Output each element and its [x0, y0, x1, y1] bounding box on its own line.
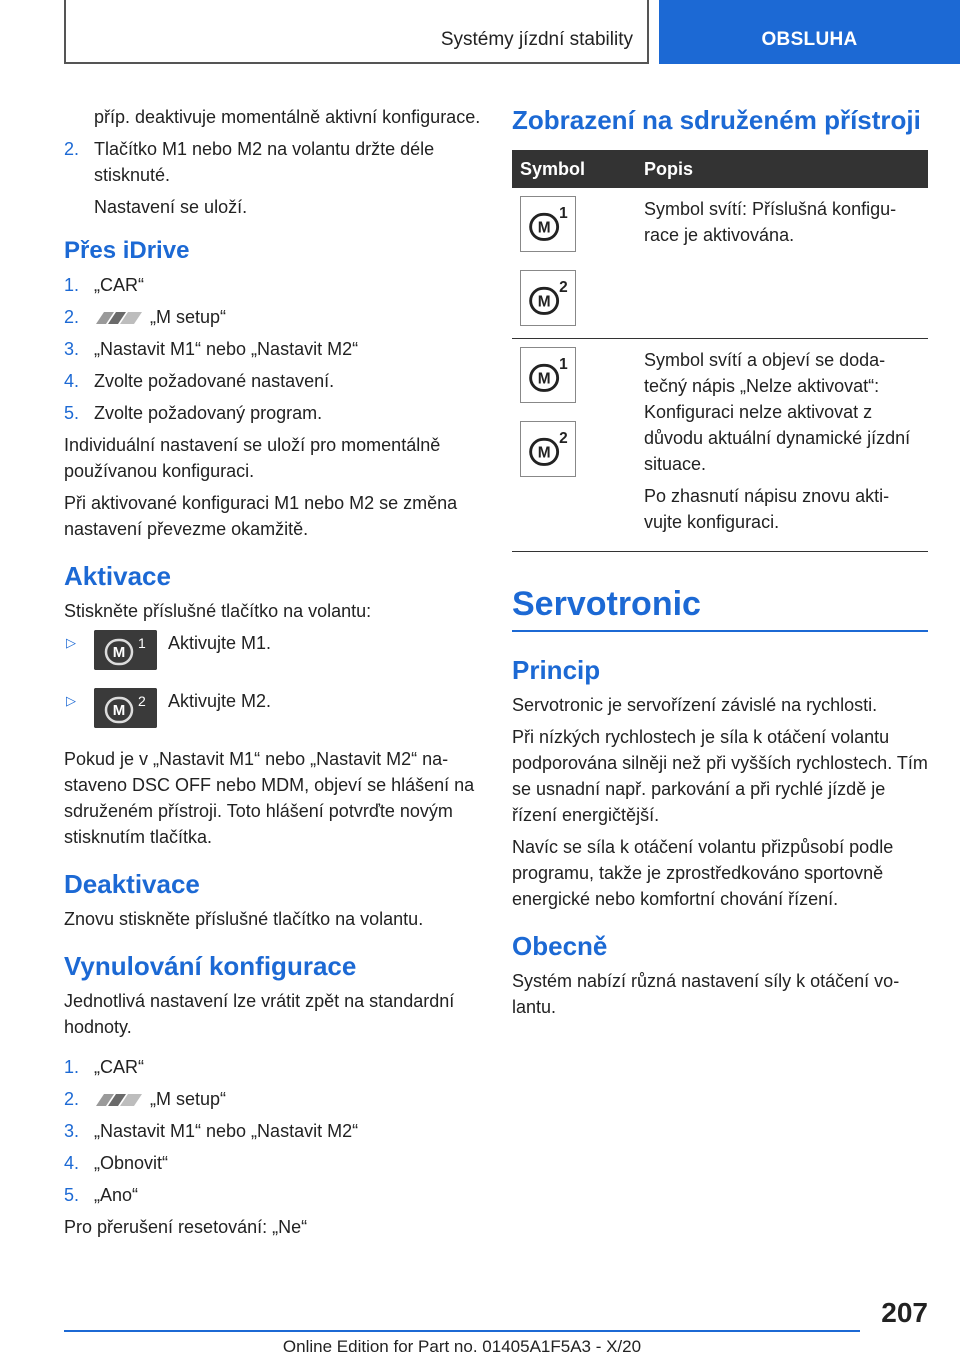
svg-text:M: M	[112, 702, 126, 719]
m1-button-icon	[94, 630, 157, 670]
header-section-box	[64, 0, 649, 64]
description-text: Symbol svítí a objeví se dodatečný nápis „Nelze aktivovat“: Konfiguraci nelze aktivovat z důvodu aktuální dynamické jízdní situace.	[644, 350, 911, 474]
svg-text:1: 1	[559, 356, 568, 374]
right-column	[512, 104, 928, 1026]
m2-indicator-icon	[520, 270, 576, 326]
deaktivace-heading: Deaktivace	[64, 869, 200, 899]
svg-text:M: M	[537, 219, 551, 237]
princip-paragraph: Navíc se síla k otáčení volantu přizpůsobí podle programu, takže je zprostředkováno sportovně energické nebo komfortní chování řízení.	[512, 837, 894, 909]
obecne-heading: Obecně	[512, 931, 608, 961]
option-text: Aktivujte M2.	[168, 691, 272, 711]
button-digit: 2	[138, 693, 146, 709]
aktivace-paragraph-2: Pokud je v „Nastavit M1“ nebo „Nastavit M2“ nastaveno DSC OFF nebo MDM, objeví se hlášení na sdruženém přístroji. Toto hlášení potvrďte novým stisknutím tlačítka.	[64, 749, 475, 847]
table-row	[512, 188, 928, 339]
idrive-step	[64, 304, 484, 330]
princip-paragraph: Při nízkých rychlostech je síla k otáčení volantu podporována silněji než při vyšších rychlostech. Tím se usnadní např. parkování a při rychlé jízdě je řízení energičtější.	[512, 727, 928, 825]
aktivace-paragraph: Stiskněte příslušné tlačítko na volantu:	[64, 601, 372, 621]
reset-steps	[64, 1054, 484, 1208]
reset-step	[64, 1086, 484, 1112]
step-text: „CAR“	[94, 275, 144, 295]
table-header-symbol: Symbol	[512, 150, 636, 188]
princip-heading: Princip	[512, 655, 601, 685]
aktivace-heading: Aktivace	[64, 561, 171, 591]
edition-text: Online Edition for Part no. 01405A1F5A3 - X/20	[282, 1337, 642, 1356]
step-text: „M setup“	[150, 307, 227, 327]
step-number: 2.	[64, 139, 80, 159]
idrive-steps	[64, 272, 484, 426]
description-cell	[636, 339, 928, 552]
step-number: 1.	[64, 1057, 80, 1077]
table-header-desc: Popis	[636, 150, 928, 188]
m1-indicator-icon	[520, 196, 576, 252]
m-setup-icon	[94, 311, 144, 325]
step-text: „Nastavit M1“ nebo „Nastavit M2“	[94, 339, 359, 359]
idrive-heading: Přes iDrive	[64, 237, 190, 264]
idrive-paragraph: Při aktivované konfiguraci M1 nebo M2 se změna nastavení převezme okamžitě.	[64, 493, 458, 539]
button-digit: 1	[138, 635, 146, 651]
step-text: „Ano“	[94, 1185, 139, 1205]
reset-paragraph: Jednotlivá nastavení lze vrátit zpět na standardní hodnoty.	[64, 991, 455, 1037]
step-number: 4.	[64, 1153, 80, 1173]
step-number: 3.	[64, 339, 80, 359]
triangle-bullet-icon: ▷	[66, 635, 76, 650]
header-tab-label: OBSLUHA	[761, 29, 858, 50]
table-row	[512, 339, 928, 552]
description-cell	[636, 188, 928, 339]
obecne-paragraph: Systém nabízí různá nastavení síly k otáčení volantu.	[512, 971, 900, 1017]
step-number: 5.	[64, 403, 80, 423]
aktivace-option-m2	[64, 688, 484, 736]
idrive-step	[64, 272, 484, 298]
svg-text:2: 2	[559, 279, 568, 297]
description-text: Symbol svítí: Příslušná konfigurace je aktivována.	[644, 199, 897, 245]
footer-divider	[64, 1330, 860, 1332]
aktivace-options	[64, 630, 484, 736]
reset-cancel-note: Pro přerušení resetování: „Ne“	[64, 1217, 308, 1237]
reset-step	[64, 1118, 484, 1144]
header-tab[interactable]	[659, 0, 960, 64]
servotronic-heading: Servotronic	[512, 585, 701, 623]
step-text: „Nastavit M1“ nebo „Nastavit M2“	[94, 1121, 359, 1141]
intro-continuation: příp. deaktivuje momentálně aktivní konfigurace.	[94, 107, 481, 127]
m1-indicator-icon	[520, 347, 576, 403]
symbol-table	[512, 150, 928, 552]
symbol-cell	[512, 188, 636, 339]
step-text: „M setup“	[150, 1089, 227, 1109]
m2-indicator-icon	[520, 421, 576, 477]
reset-step	[64, 1182, 484, 1208]
idrive-paragraph: Individuální nastavení se uloží pro momentálně používanou konfiguraci.	[64, 435, 441, 481]
step-number: 5.	[64, 1185, 80, 1205]
m2-button-icon	[94, 688, 157, 728]
table-header-row	[512, 150, 928, 188]
idrive-step	[64, 336, 484, 362]
header-section-title: Systémy jízdní stability	[440, 29, 633, 50]
idrive-step	[64, 368, 484, 394]
m-setup-icon	[94, 1093, 144, 1107]
servotronic-heading-block	[512, 584, 928, 632]
svg-text:M: M	[112, 644, 126, 661]
triangle-bullet-icon: ▷	[66, 693, 76, 708]
svg-text:M: M	[537, 370, 551, 388]
princip-paragraph: Servotronic je servořízení závislé na rychlosti.	[512, 695, 878, 715]
option-text: Aktivujte M1.	[168, 633, 272, 653]
left-column	[64, 104, 484, 1246]
step-text: Zvolte požadované nastavení.	[94, 371, 335, 391]
page-number: 207	[881, 1297, 928, 1328]
display-heading: Zobrazení na sdruženém přístroji	[512, 105, 921, 135]
reset-step	[64, 1150, 484, 1176]
svg-text:M: M	[537, 293, 551, 311]
step-number: 3.	[64, 1121, 80, 1141]
idrive-step	[64, 400, 484, 426]
step-number: 1.	[64, 275, 80, 295]
reset-step	[64, 1054, 484, 1080]
svg-text:M: M	[537, 444, 551, 462]
symbol-cell	[512, 339, 636, 552]
step-text: Zvolte požadovaný program.	[94, 403, 323, 423]
intro-step-result: Nastavení se uloží.	[94, 197, 248, 217]
reset-heading: Vynulování konfigurace	[64, 951, 357, 981]
step-number: 2.	[64, 1089, 80, 1109]
aktivace-option-m1	[64, 630, 484, 678]
deaktivace-paragraph: Znovu stiskněte příslušné tlačítko na volantu.	[64, 909, 424, 929]
svg-text:2: 2	[559, 430, 568, 448]
intro-steps	[64, 136, 484, 188]
step-number: 4.	[64, 371, 80, 391]
step-text: Tlačítko M1 nebo M2 na volantu držte déle stisknuté.	[94, 139, 435, 185]
svg-text:1: 1	[559, 205, 568, 223]
step-text: „Obnovit“	[94, 1153, 169, 1173]
intro-step-2	[64, 136, 484, 188]
step-number: 2.	[64, 307, 80, 327]
description-text: Po zhasnutí nápisu znovu aktivujte konfiguraci.	[644, 486, 890, 532]
step-text: „CAR“	[94, 1057, 144, 1077]
